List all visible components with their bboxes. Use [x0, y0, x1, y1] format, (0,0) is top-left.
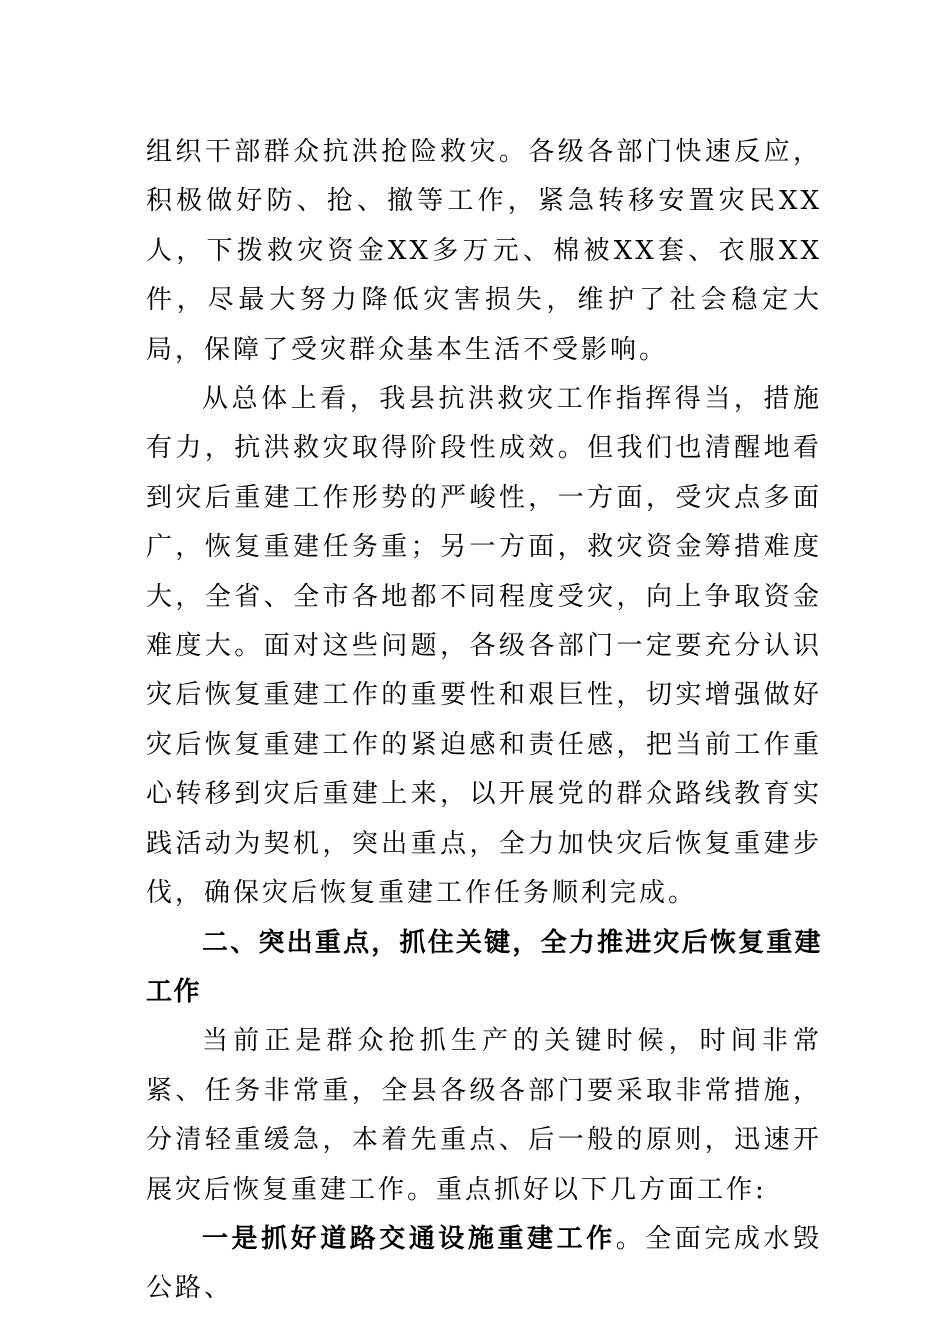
- document-body: [146, 128, 822, 1314]
- paragraph-road-reconstruction: [146, 1215, 822, 1314]
- section-heading-two: 二、突出重点，抓住关键，全力推进灾后恢复重建工作: [146, 927, 822, 1007]
- paragraph-overall-assessment: 从总体上看，我县抗洪救灾工作指挥得当，措施有力，抗洪救灾取得阶段性成效。但我们也清醒地看到灾后重建工作形势的严峻性，一方面，受灾点多面广，恢复重建任务重；另一方面，救灾资金筹措难度大，全省、全市各地都不同程度受灾，向上争取资金难度大。面对这些问题，各级各部门一定要充分认识灾后恢复重建工作的重要性和艰巨性，切实增强做好灾后恢复重建工作的紧迫感和责任感，把当前工作重心转移到灾后重建上来，以开展党的群众路线教育实践活动为契机，突出重点，全力加快灾后恢复重建步伐，确保灾后恢复重建工作任务顺利完成。: [146, 384, 822, 909]
- paragraph-current-priorities: 当前正是群众抢抓生产的关键时候，时间非常紧、任务非常重，全县各级各部门要采取非常措施，分清轻重缓急，本着先重点、后一般的原则，迅速开展灾后恢复重建工作。重点抓好以下几方面工作:: [146, 1026, 822, 1205]
- road-reconstruction-lead: 一是抓好道路交通设施重建工作: [202, 1223, 616, 1254]
- road-reconstruction-text: 。全面完成水毁公路、: [146, 1223, 822, 1304]
- paragraph-disaster-response: 组织干部群众抗洪抢险救灾。各级各部门快速反应，积极做好防、抢、撤等工作，紧急转移安置灾民XX人，下拨救灾资金XX多万元、棉被XX套、衣服XX件，尽最大努力降低灾害损失，维护了社会稳定大局，保障了受灾群众基本生活不受影响。: [146, 137, 822, 365]
